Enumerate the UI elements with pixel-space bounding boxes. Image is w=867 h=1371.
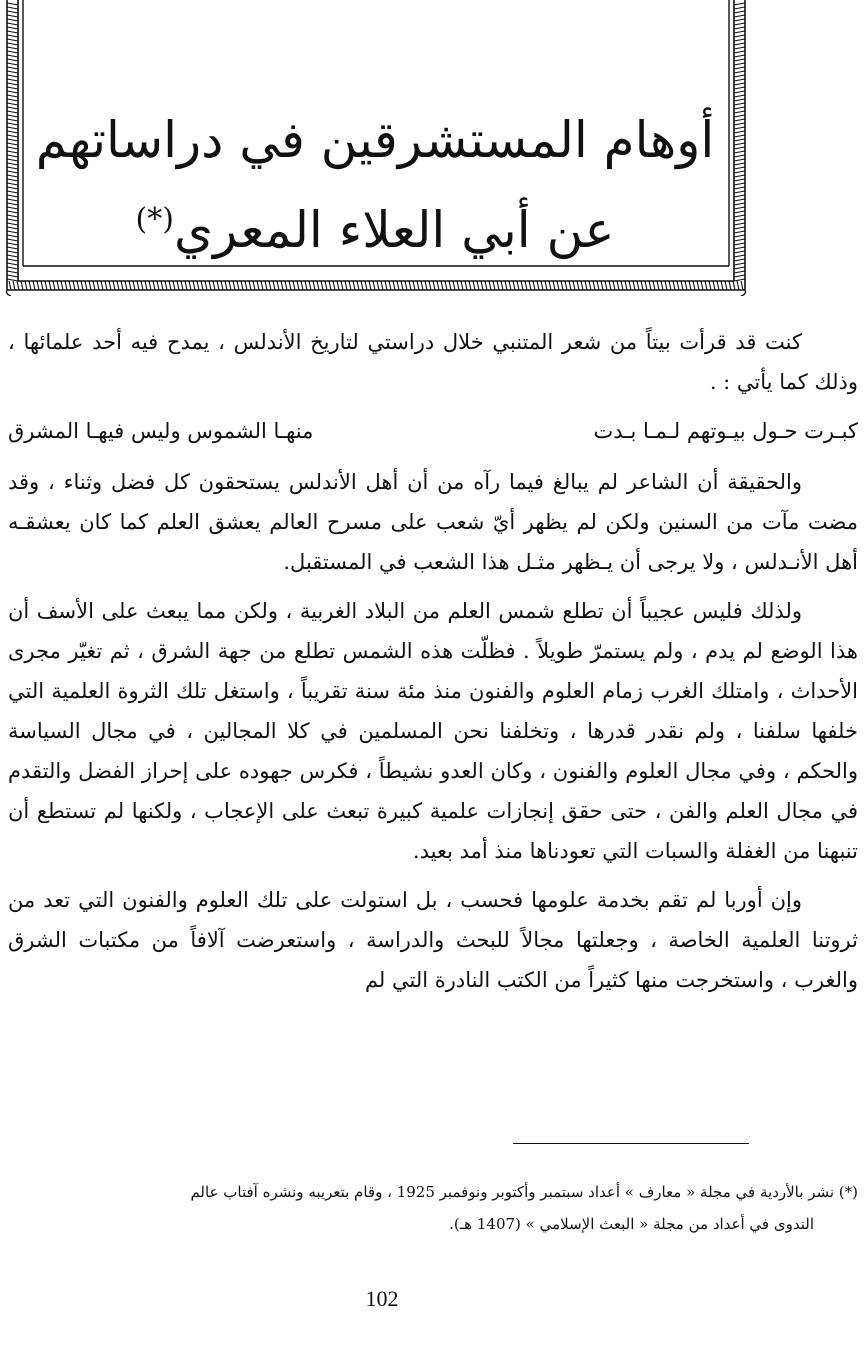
footnote-divider: [513, 1143, 749, 1144]
title-line-1: أوهام المستشرقين في دراساتهم: [35, 111, 715, 169]
verse-second-hemistich: منهـا الشموس وليس فيهـا المشرق: [8, 419, 314, 443]
title-frame: [5, 0, 747, 296]
paragraph-west: ولذلك فليس عجيباً أن تطلع شمس العلم من البلاد الغربية ، ولكن مما يبعث على الأسف أن هذا الوضع لم يدم ، ولم يستمرّ طويلاً . فظلّت هذه الشمس تطلع من جهة الشرق ، ثم تغيّر مجرى الأحداث ، وامتلك الغرب زمام العلوم والفنون منذ مئة سنة تقريباً ، واستغل تلك الثروة العلمية التي خلفها سلفنا ، ولم نقدر قدرها ، وتخلفنا نحن المسلمين في كلا المجالين ، في مجال السياسة والحكم ، وفي مجال العلوم والفنون ، وكان العدو نشيطاً ، فكرس جهوده على إحراز الفضل والتقدم في مجال العلم والفن ، حتى حقق إنجازات علمية كبيرة تبعث على الإعجاب ، ولكنها لم تستطع أن تنبهنا من الغفلة والسبات التي تعودناها منذ أمد بعيد.: [8, 599, 858, 863]
footnote: [8, 1176, 858, 1240]
title-line-2: [35, 180, 715, 270]
verse-first-hemistich: كبـرت حـول بيـوتهم لـمـا بـدت: [593, 419, 858, 443]
footnote-line-2: الندوى في أعداد من مجلة « البعث الإسلامي » (1407 هـ).: [449, 1215, 814, 1233]
paragraph-andalus: والحقيقة أن الشاعر لم يبالغ فيما رآه من أن أهل الأندلس يستحقون كل فضل وثناء ، وقد مضت مآت من السنين ولكن لم يظهر أيّ شعب على مسرح العالم يعشق العلم كما كان يعشقـه أهل الأنـدلس ، ولا يرجى أن يـظهر مثـل هذا الشعب في المستقبل.: [8, 470, 858, 574]
article-title: [35, 100, 715, 270]
poem-verse: [8, 411, 858, 451]
paragraph-europe: وإن أوربا لم تقم بخدمة علومها فحسب ، بل استولت على تلك العلوم والفنون التي تعد من ثروتنا العلمية الخاصة ، وجعلتها مجالاً للبحث والدراسة ، واستعرضت آلافاً من مكتبات الشرق والغرب ، واستخرجت منها كثيراً من الكتب النادرة التي لم: [8, 888, 858, 992]
article-body: [8, 322, 858, 1000]
page-number: 102: [365, 1286, 399, 1311]
title-line-2-text: عن أبي العلاء المعري: [173, 201, 615, 259]
footnote-line-1: (*) نشر بالأردية في مجلة « معارف » أعداد سبتمبر وأكتوبر ونوفمبر 1925 ، وقام بتعريبه ونشره آفتاب عالم: [190, 1183, 858, 1201]
paragraph-intro: كنت قد قرأت بيتاً من شعر المتنبي خلال دراستي لتاريخ الأندلس ، يمدح فيه أحد علمائها ، وذلك كما يأتي : .: [8, 330, 858, 394]
footnote-marker: (*): [135, 202, 174, 237]
